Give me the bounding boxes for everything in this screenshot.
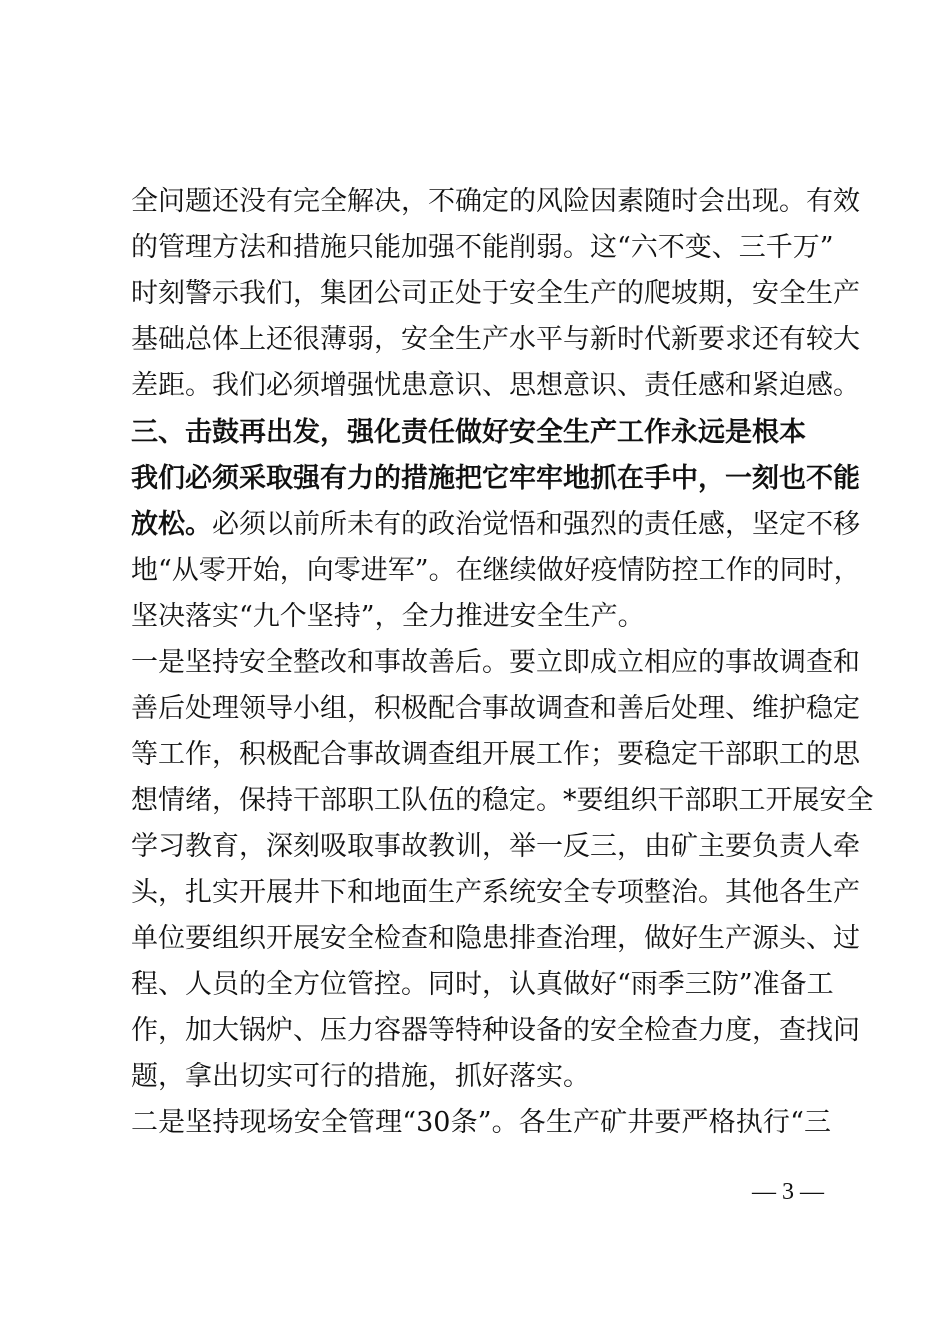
text-line-21: 二是坚持现场安全管理“30条”。各生产矿井要严格执行“三 [131,1107,831,1138]
text-line-9: 地“从零开始，向零进军”。在继续做好疫情防控工作的同时， [131,555,861,586]
text-line-12: 善后处理领导小组，积极配合事故调查和善后处理、维护稳定 [131,693,860,724]
text-line-18: 程、人员的全方位管控。同时，认真做好“雨季三防”准备工 [131,969,834,1000]
page-number: — 3 — [752,1179,824,1205]
text-line-3: 时刻警示我们，集团公司正处于安全生产的爬坡期，安全生产 [131,278,860,309]
text-line-1: 全问题还没有完全解决，不确定的风险因素随时会出现。有效 [131,186,860,217]
text-line-15: 学习教育，深刻吸取事故教训，举一反三，由矿主要负责人牵 [131,831,860,862]
text-line-19: 作，加大锅炉、压力容器等特种设备的安全检查力度，查找问 [131,1015,860,1046]
text-line-5: 差距。我们必须增强忧患意识、思想意识、责任感和紧迫感。 [131,370,860,401]
text-line-20: 题，拿出切实可行的措施，抓好落实。 [131,1061,590,1092]
text-line-17: 单位要组织开展安全检查和隐患排查治理，做好生产源头、过 [131,923,860,954]
mixed-line [131,508,860,542]
text-line-14: 想情绪，保持干部职工队伍的稳定。*要组织干部职工开展安全 [131,785,874,816]
normal-paragraph-start: 必须以前所未有的政治觉悟和强烈的责任感，坚定不移 [212,509,860,540]
bold-paragraph-line-2: 放松。 [131,509,212,540]
text-line-16: 头，扎实开展井下和地面生产系统安全专项整治。其他各生产 [131,877,860,908]
text-line-10: 坚决落实“九个坚持”，全力推进安全生产。 [131,601,645,632]
text-line-11: 一是坚持安全整改和事故善后。要立即成立相应的事故调查和 [131,647,860,678]
text-line-2: 的管理方法和措施只能加强不能削弱。这“六不变、三千万” [131,232,834,263]
text-line-13: 等工作，积极配合事故调查组开展工作；要稳定干部职工的思 [131,739,860,770]
section-heading: 三、击鼓再出发，强化责任做好安全生产工作永远是根本 [131,417,806,448]
bold-paragraph-line-1: 我们必须采取强有力的措施把它牢牢地抓在手中，一刻也不能 [131,463,860,494]
text-line-4: 基础总体上还很薄弱，安全生产水平与新时代新要求还有较大 [131,324,860,355]
